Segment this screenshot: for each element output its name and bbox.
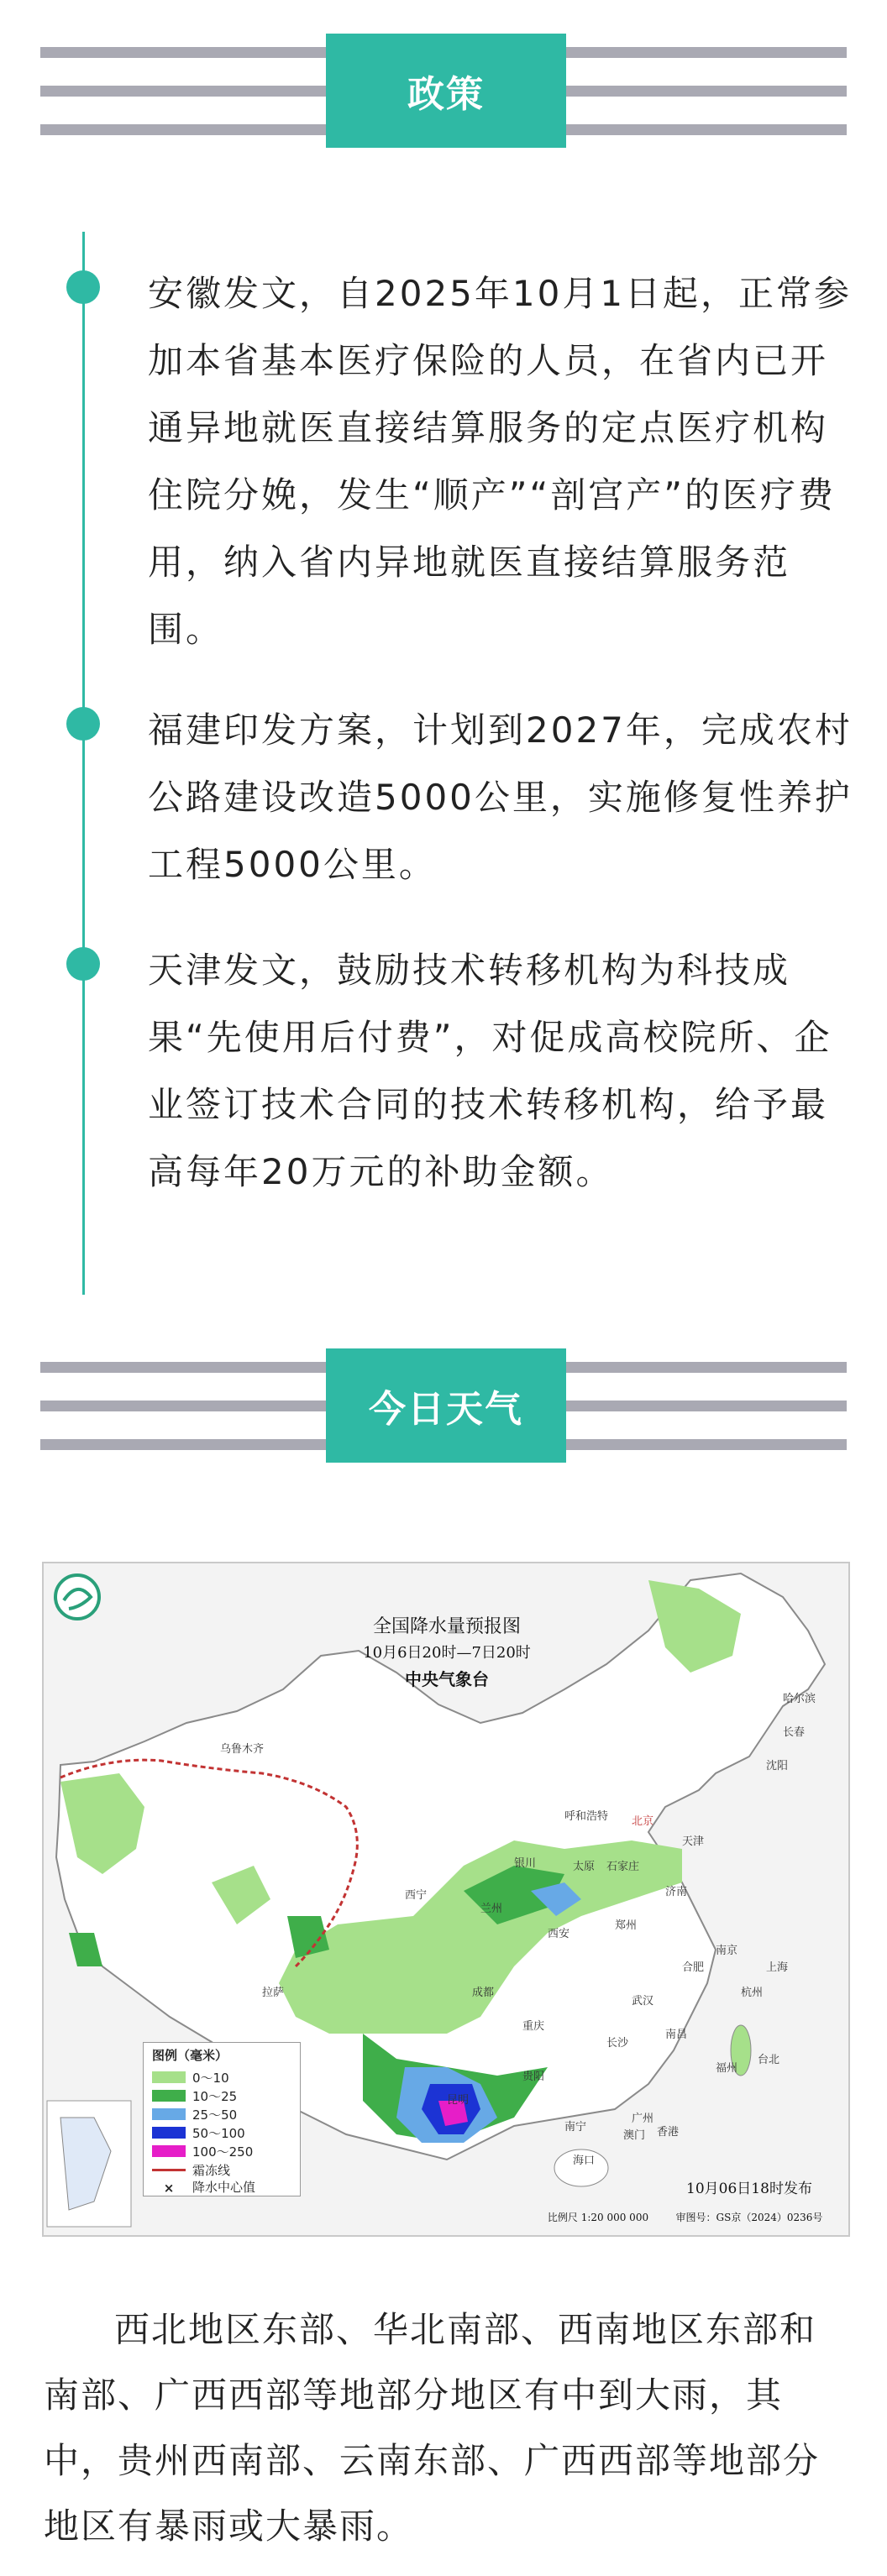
city-label: 福州 (716, 2062, 738, 2075)
city-label: 南宁 (564, 2121, 587, 2134)
city-label: 兰州 (480, 1903, 503, 1915)
legend-label: 100～250 (192, 2144, 254, 2160)
city-label: 乌鲁木齐 (220, 1743, 265, 1756)
city-label: 武汉 (632, 1995, 654, 2008)
timeline-dot (66, 707, 100, 741)
city-label: 呼和浩特 (564, 1810, 609, 1823)
policy-header-box (326, 34, 566, 148)
policy-item-tianjin: 天津发文，鼓励技术转移机构为科技成果“先使用后付费”，对促成高校院所、企业签订技术合同的技术转移机构，给予最高每年20万元的补助金额。 (148, 950, 832, 1192)
legend-swatch (152, 2127, 186, 2139)
city-label: 合肥 (682, 1961, 705, 1974)
map-time-range: 10月6日20时—7日20时 (363, 1644, 531, 1662)
map-legend (143, 2042, 301, 2196)
map-publish-time: 10月06日18时发布 (686, 2181, 812, 2197)
city-label: 太原 (573, 1861, 596, 1873)
city-label: 重庆 (522, 2020, 545, 2033)
legend-item (152, 2144, 253, 2159)
cross-icon: × (163, 2181, 175, 2196)
city-label: 海口 (573, 2155, 596, 2167)
city-label: 杭州 (741, 1987, 764, 1999)
weather-header-label: 今日天气 (369, 1388, 523, 1431)
map-scale: 比例尺 1:20 000 000 (547, 2212, 649, 2223)
city-label: 郑州 (615, 1919, 638, 1932)
city-label: 沈阳 (766, 1760, 789, 1772)
policy-header-label: 政策 (407, 73, 485, 116)
precipitation-map (42, 1562, 850, 2237)
city-label: 西宁 (405, 1889, 428, 1902)
legend-label: 25～50 (192, 2107, 238, 2123)
legend-item (152, 2107, 237, 2122)
map-title: 全国降水量预报图 (372, 1616, 521, 1637)
legend-swatch (152, 2145, 186, 2157)
city-label: 济南 (665, 1886, 688, 1898)
city-label: 银川 (514, 1857, 537, 1870)
legend-label: 0～10 (192, 2070, 229, 2086)
city-label: 广州 (632, 2113, 654, 2125)
legend-label: 10～25 (192, 2088, 238, 2104)
legend-item (152, 2162, 230, 2177)
policy-item-anhui: 安徽发文，自2025年10月1日起，正常参加本省基本医疗保险的人员，在省内已开通异地就医直接结算服务的定点医疗机构住院分娩，发生“顺产”“剖宫产”的医疗费用，纳入省内异地就医直接结算服务范围。 (148, 273, 853, 650)
city-label: 西安 (548, 1928, 570, 1940)
city-label: 天津 (682, 1835, 705, 1848)
city-label: 昆明 (447, 2094, 470, 2107)
legend-item (152, 2179, 255, 2194)
map-approval-number: 审图号：GS京（2024）0236号 (675, 2212, 823, 2223)
city-label: 上海 (766, 1961, 789, 1974)
city-label: 拉萨 (262, 1987, 285, 1999)
timeline-line (82, 232, 85, 1295)
timeline-dot (66, 947, 100, 981)
legend-swatch (152, 2108, 186, 2120)
legend-title: 图例（毫米） (152, 2048, 228, 2063)
timeline-dot (66, 270, 100, 304)
city-label: 哈尔滨 (783, 1693, 816, 1705)
legend-swatch (152, 2071, 186, 2083)
city-label: 长沙 (606, 2037, 629, 2050)
city-label: 成都 (472, 1987, 495, 1999)
map-issuer: 中央气象台 (405, 1669, 489, 1689)
city-label: 台北 (758, 2054, 780, 2066)
city-label: 石家庄 (606, 1861, 640, 1873)
weather-header-box (326, 1348, 566, 1463)
legend-label: 50～100 (192, 2125, 245, 2141)
legend-label: 降水中心值 (192, 2179, 256, 2195)
policy-section-header (40, 34, 847, 148)
legend-label: 霜冻线 (192, 2162, 231, 2178)
weather-description: 西北地区东部、华北南部、西南地区东部和南部、广西西部等地部分地区有中到大雨，其中，贵州西南部、云南东部、广西西部等地部分地区有暴雨或大暴雨。 (44, 2309, 821, 2547)
weather-section-header (40, 1348, 847, 1463)
city-label: 香港 (657, 2126, 680, 2139)
city-label: 贵阳 (522, 2071, 545, 2083)
city-label: 南京 (716, 1945, 738, 1957)
legend-item (152, 2125, 245, 2140)
legend-item (152, 2070, 229, 2085)
city-label: 南昌 (665, 2029, 688, 2041)
city-label: 澳门 (623, 2129, 646, 2142)
city-label: 北京 (632, 1815, 654, 1828)
policy-item-fujian: 福建印发方案，计划到2027年，完成农村公路建设改造5000公里，实施修复性养护工程5000公里。 (148, 709, 853, 885)
city-label: 长春 (783, 1726, 806, 1739)
frost-line-swatch (152, 2169, 186, 2171)
legend-item (152, 2088, 237, 2103)
legend-swatch (152, 2090, 186, 2102)
